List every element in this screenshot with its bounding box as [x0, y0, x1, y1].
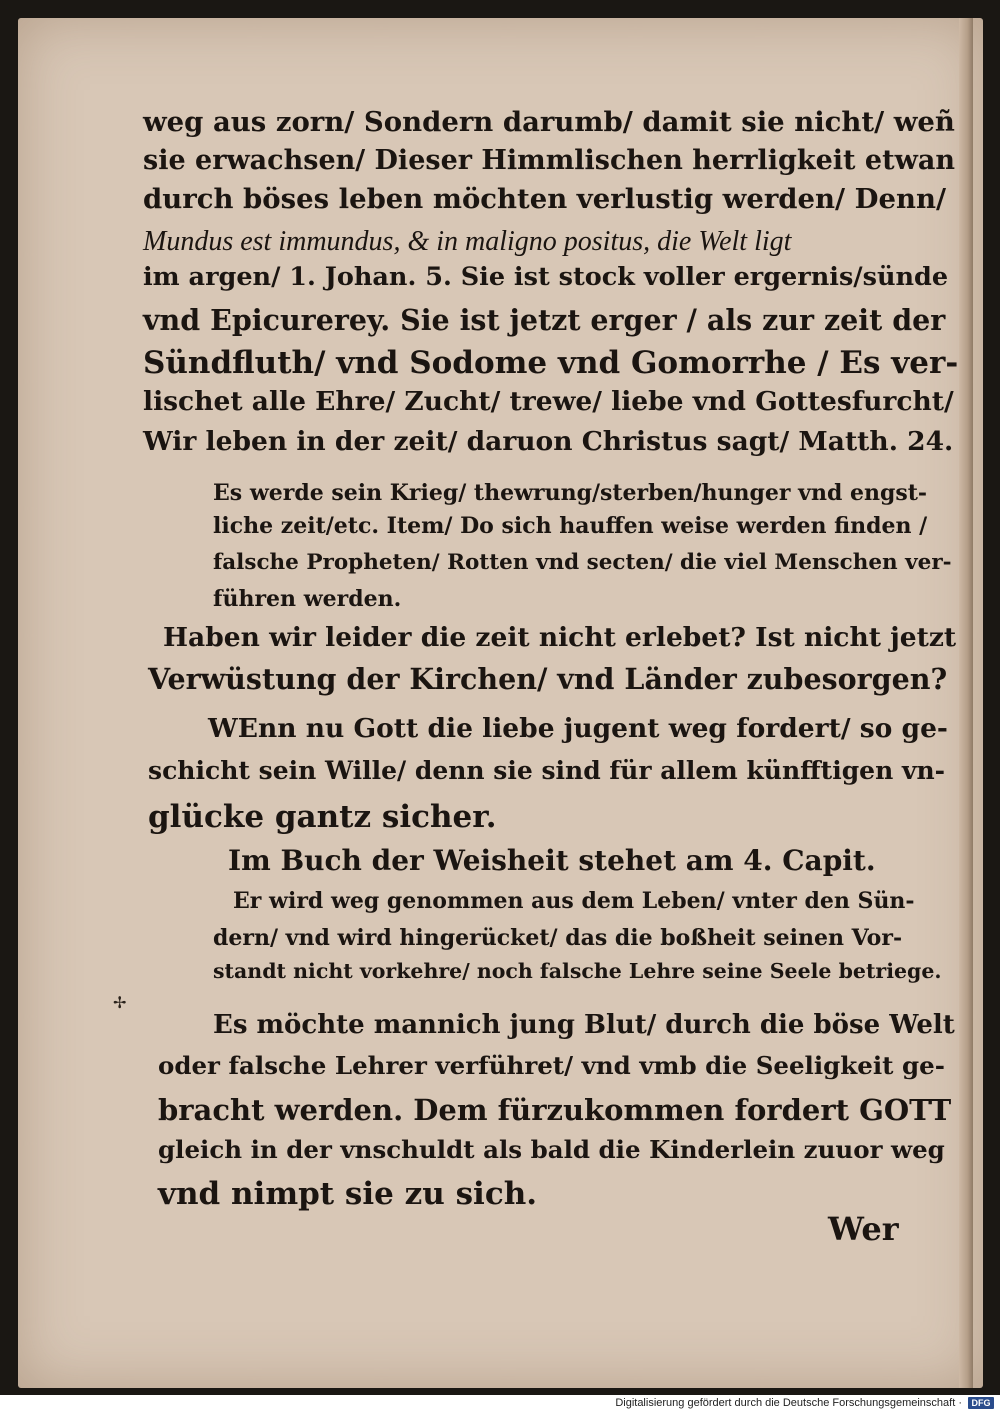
quote-line-3: falsche Propheten/ Rotten vnd secten/ die viel Menschen ver- [213, 550, 952, 575]
text-line-6: vnd Epicurerey. Sie ist jetzt erger / als zur zeit der [143, 303, 946, 337]
book-page [18, 18, 983, 1388]
footer-bar [0, 1395, 1000, 1414]
dfg-logo-icon: DFG [968, 1397, 994, 1409]
text-line-7: Sündfluth/ vnd Sodome vnd Gomorrhe / Es ver- [143, 345, 959, 381]
text-line-16: oder falsche Lehrer verführet/ vnd vmb die Seeligkeit ge- [158, 1051, 945, 1080]
quote-line-2: liche zeit/etc. Item/ Do sich hauffen weise werden finden / [213, 513, 928, 539]
text-line-13: schicht sein Wille/ denn sie sind für allem künfftigen vn- [148, 756, 946, 785]
text-line-8: lischet alle Ehre/ Zucht/ trewe/ liebe vnd Gottesfurcht/ [143, 386, 954, 417]
section-heading: Im Buch der Weisheit stehet am 4. Capit. [228, 844, 876, 877]
footer-credit: Digitalisierung gefördert durch die Deutsche Forschungsgemeinschaft · [615, 1397, 962, 1409]
text-line-4: Mundus est immundus, & in maligno positus, die Welt ligt [143, 226, 792, 257]
text-line-14: glücke gantz sicher. [148, 799, 497, 835]
quote-line-7: standt nicht vorkehre/ noch falsche Lehre seine Seele betriege. [213, 959, 942, 983]
text-line-3: durch böses leben möchten verlustig werden/ Denn/ [143, 183, 947, 215]
quote-line-4: führen werden. [213, 586, 402, 612]
quote-line-6: dern/ vnd wird hingerücket/ das die boßheit seinen Vor- [213, 925, 903, 951]
text-line-9: Wir leben in der zeit/ daruon Christus sagt/ Matth. 24. [143, 426, 954, 457]
catchword: Wer [828, 1210, 899, 1248]
marginal-mark: ✢ [113, 993, 127, 1012]
text-line-19: vnd nimpt sie zu sich. [158, 1176, 538, 1212]
text-line-17: bracht werden. Dem fürzukommen fordert GOTT [158, 1093, 952, 1127]
text-line-12: WEnn nu Gott die liebe jugent weg fordert/ so ge- [208, 713, 948, 744]
text-line-18: gleich in der vnschuldt als bald die Kinderlein zuuor weg [158, 1135, 945, 1164]
text-line-10: Haben wir leider die zeit nicht erlebet? Ist nicht jetzt [163, 622, 957, 653]
text-line-1: weg aus zorn/ Sondern darumb/ damit sie nicht/ weñ [143, 106, 955, 138]
text-line-15: Es möchte mannich jung Blut/ durch die böse Welt [213, 1010, 955, 1040]
quote-line-5: Er wird weg genommen aus dem Leben/ vnter den Sün- [233, 888, 915, 914]
text-line-2: sie erwachsen/ Dieser Himmlischen herrligkeit etwan [143, 145, 955, 176]
text-line-5: im argen/ 1. Johan. 5. Sie ist stock voller ergernis/sünde [143, 262, 949, 292]
text-line-11: Verwüstung der Kirchen/ vnd Länder zubesorgen? [148, 662, 948, 696]
page-text [18, 18, 983, 1388]
quote-line-1: Es werde sein Krieg/ thewrung/sterben/hunger vnd engst- [213, 480, 928, 506]
